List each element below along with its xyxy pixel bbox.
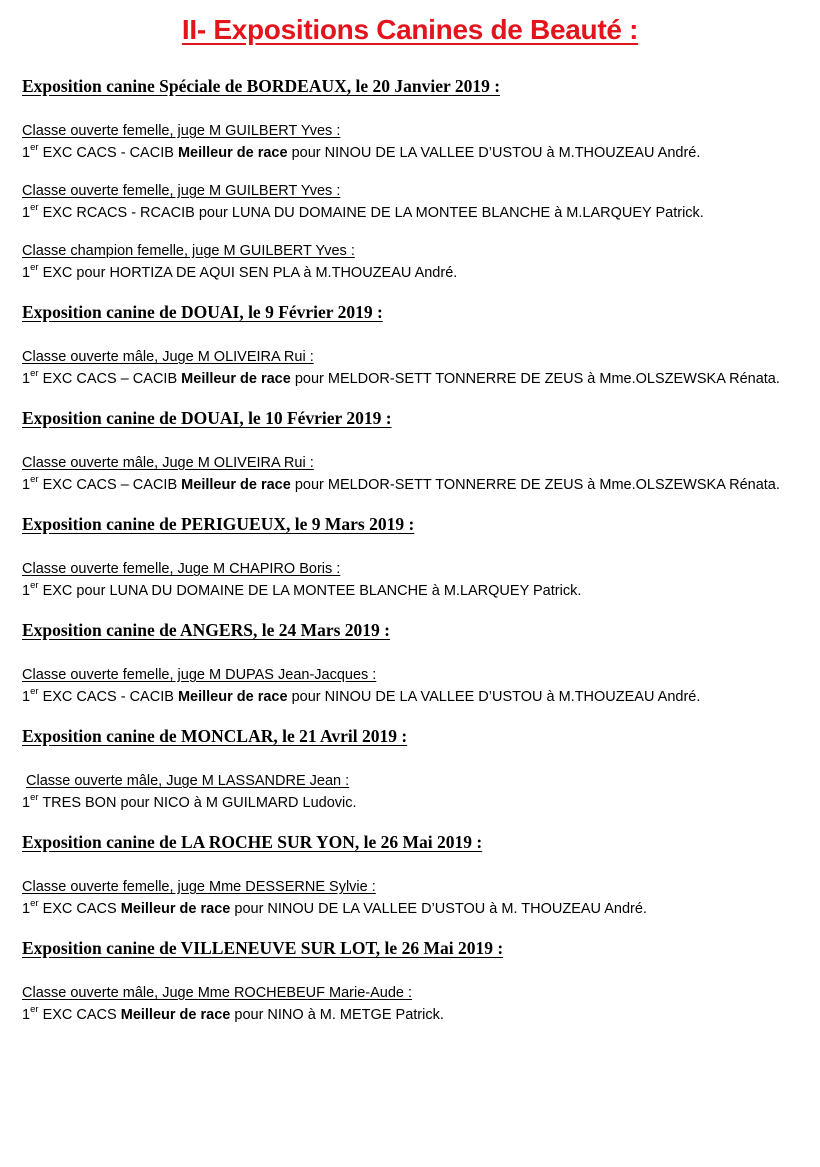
- rank-number: 1: [22, 265, 31, 281]
- rank-suffix: er: [30, 686, 39, 698]
- rank-suffix: er: [30, 1004, 39, 1016]
- exhibition-heading: Exposition canine Spéciale de BORDEAUX, le 20 Janvier 2019 :: [22, 76, 501, 96]
- class-judge-line: Classe ouverte femelle, juge M GUILBERT Yves :: [22, 123, 341, 139]
- rank-number: 1: [22, 795, 31, 811]
- class-judge-line: Classe ouverte femelle, juge M GUILBERT Yves :: [22, 183, 341, 199]
- rank-number: 1: [22, 689, 31, 705]
- result-line: [22, 898, 802, 920]
- class-judge-line: Classe ouverte femelle, Juge M CHAPIRO Boris :: [22, 561, 341, 577]
- class-judge-line: Classe ouverte mâle, Juge M OLIVEIRA Rui :: [22, 455, 314, 471]
- rank-number: 1: [22, 583, 31, 599]
- rank-suffix: er: [30, 898, 39, 910]
- award-text: TRES BON pour NICO à M GUILMARD Ludovic.: [42, 795, 357, 811]
- class-judge-line: Classe ouverte femelle, juge Mme DESSERNE Sylvie :: [22, 879, 376, 895]
- class-judge-line: Classe ouverte mâle, Juge M LASSANDRE Jean :: [26, 773, 350, 789]
- result-entry: [22, 558, 802, 602]
- rank-suffix: er: [30, 792, 39, 804]
- result-line: [22, 686, 802, 708]
- best-of-breed: Meilleur de race: [177, 689, 288, 705]
- award-text: EXC CACS: [42, 901, 117, 917]
- document-content: [22, 74, 802, 1042]
- result-entry: [22, 982, 802, 1026]
- rank-suffix: er: [30, 368, 39, 380]
- result-entry: [22, 240, 802, 284]
- exhibition-heading: Exposition canine de PERIGUEUX, le 9 Mars 2019 :: [22, 514, 415, 534]
- class-judge-line: Classe ouverte femelle, juge M DUPAS Jean-Jacques :: [22, 667, 377, 683]
- result-line: [22, 792, 802, 814]
- exhibition-section: [22, 74, 802, 284]
- exhibition-section: [22, 830, 802, 920]
- rank-suffix: er: [30, 142, 39, 154]
- result-entry: [22, 876, 802, 920]
- exhibition-heading: Exposition canine de DOUAI, le 10 Février 2019 :: [22, 408, 392, 428]
- exhibition-section: [22, 618, 802, 708]
- exhibition-heading: Exposition canine de ANGERS, le 24 Mars 2019 :: [22, 620, 391, 640]
- award-text: EXC CACS – CACIB: [42, 371, 178, 387]
- best-of-breed: Meilleur de race: [181, 371, 291, 387]
- award-text: EXC pour LUNA DU DOMAINE DE LA MONTEE BLANCHE à M.LARQUEY Patrick.: [42, 583, 582, 599]
- award-text: EXC CACS: [42, 1007, 117, 1023]
- exhibition-heading: Exposition canine de LA ROCHE SUR YON, le 26 Mai 2019 :: [22, 832, 483, 852]
- best-of-breed: Meilleur de race: [181, 477, 291, 493]
- rank-suffix: er: [30, 262, 39, 274]
- dog-owner-text: pour MELDOR-SETT TONNERRE DE ZEUS à Mme.OLSZEWSKA Rénata.: [294, 477, 780, 493]
- exhibition-heading: Exposition canine de VILLENEUVE SUR LOT, le 26 Mai 2019 :: [22, 938, 504, 958]
- dog-owner-text: pour NINOU DE LA VALLEE D’USTOU à M.THOUZEAU André.: [291, 145, 701, 161]
- rank-suffix: er: [30, 474, 39, 486]
- rank-number: 1: [22, 477, 31, 493]
- rank-suffix: er: [30, 202, 39, 214]
- dog-owner-text: pour MELDOR-SETT TONNERRE DE ZEUS à Mme.OLSZEWSKA Rénata.: [294, 371, 780, 387]
- result-entry: [22, 120, 802, 164]
- result-entry: [22, 770, 802, 814]
- result-entry: [22, 180, 802, 224]
- exhibition-section: [22, 406, 802, 496]
- dog-owner-text: pour NINO à M. METGE Patrick.: [234, 1007, 444, 1023]
- best-of-breed: Meilleur de race: [120, 901, 231, 917]
- award-text: EXC CACS - CACIB: [42, 145, 174, 161]
- award-text: EXC CACS – CACIB: [42, 477, 178, 493]
- result-line: [22, 202, 802, 224]
- exhibition-section: [22, 936, 802, 1026]
- page-title: II- Expositions Canines de Beauté :: [181, 14, 639, 45]
- award-text: EXC pour HORTIZA DE AQUI SEN PLA à M.THOUZEAU André.: [42, 265, 458, 281]
- result-entry: [22, 452, 802, 496]
- exhibition-heading: Exposition canine de DOUAI, le 9 Février 2019 :: [22, 302, 383, 322]
- result-entry: [22, 664, 802, 708]
- result-line: [22, 1004, 802, 1026]
- result-line: [22, 368, 802, 390]
- class-judge-line: Classe ouverte mâle, Juge M OLIVEIRA Rui :: [22, 349, 314, 365]
- award-text: EXC CACS - CACIB: [42, 689, 174, 705]
- rank-number: 1: [22, 901, 31, 917]
- exhibition-section: [22, 300, 802, 390]
- best-of-breed: Meilleur de race: [120, 1007, 231, 1023]
- dog-owner-text: pour NINOU DE LA VALLEE D’USTOU à M.THOUZEAU André.: [291, 689, 701, 705]
- rank-suffix: er: [30, 580, 39, 592]
- rank-number: 1: [22, 371, 31, 387]
- best-of-breed: Meilleur de race: [177, 145, 288, 161]
- exhibition-section: [22, 512, 802, 602]
- rank-number: 1: [22, 205, 31, 221]
- exhibition-heading: Exposition canine de MONCLAR, le 21 Avril 2019 :: [22, 726, 408, 746]
- rank-number: 1: [22, 145, 31, 161]
- result-entry: [22, 346, 802, 390]
- result-line: [22, 142, 802, 164]
- class-judge-line: Classe champion femelle, juge M GUILBERT Yves :: [22, 243, 355, 259]
- result-line: [22, 580, 802, 602]
- exhibition-section: [22, 724, 802, 814]
- dog-owner-text: pour NINOU DE LA VALLEE D’USTOU à M. THOUZEAU André.: [234, 901, 647, 917]
- result-line: [22, 262, 802, 284]
- award-text: EXC RCACS - RCACIB pour LUNA DU DOMAINE DE LA MONTEE BLANCHE à M.LARQUEY Patrick.: [42, 205, 704, 221]
- rank-number: 1: [22, 1007, 31, 1023]
- result-line: [22, 474, 802, 496]
- class-judge-line: Classe ouverte mâle, Juge Mme ROCHEBEUF Marie-Aude :: [22, 985, 413, 1001]
